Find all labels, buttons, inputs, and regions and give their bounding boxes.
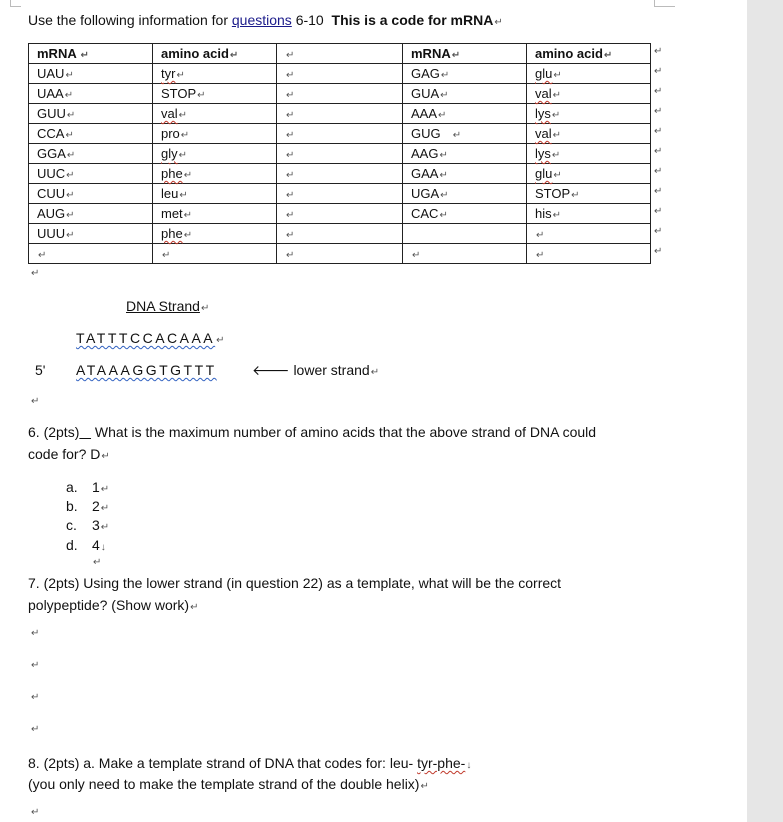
table-cell: GAG↵ (403, 64, 527, 84)
page-corner-mark (10, 0, 21, 7)
table-cell: ↵ (277, 124, 403, 144)
table-cell: val↵ (527, 84, 651, 104)
table-cell: ↵ (277, 144, 403, 164)
table-cell: ↵ (277, 204, 403, 224)
table-cell: ↵ (277, 244, 403, 264)
five-prime-label: 5' (35, 362, 46, 378)
option-c[interactable]: c. 3↵ (66, 517, 110, 533)
intro-line: Use the following information for questions 6-10 This is a code for mRNA↵ (28, 12, 503, 28)
table-row (29, 244, 651, 264)
table-cell: met↵ (153, 204, 277, 224)
table-cell: ↵ (277, 104, 403, 124)
intro-range: 6-10 (291, 12, 324, 28)
table-cell: ↵ (153, 244, 277, 264)
lower-strand: ATAAAGGTGTTT (76, 362, 217, 378)
table-cell: CAC↵ (403, 204, 527, 224)
header-mrna-2: mRNA↵ (403, 44, 527, 64)
table-cell: leu↵ (153, 184, 277, 204)
header-blank: ↵ (277, 44, 403, 64)
q6-text: What is the maximum number of amino acids that the above strand of DNA could (91, 424, 597, 440)
document-gutter (747, 0, 783, 822)
table-cell: ↵ (29, 244, 153, 264)
table-cell: ↵ (527, 244, 651, 264)
header-amino-acid-2: amino acid↵ (527, 44, 651, 64)
table-row (29, 84, 651, 104)
left-arrow-icon: 🡐 (252, 362, 290, 378)
table-cell (403, 224, 527, 244)
codon-table (28, 43, 651, 264)
question-7-line2: polypeptide? (Show work)↵ (28, 597, 199, 613)
option-d[interactable]: d. 4↓ (66, 537, 106, 553)
question-7: 7. (2pts) Using the lower strand (in question 22) as a template, what will be the correct (28, 575, 562, 591)
table-cell: pro↵ (153, 124, 277, 144)
table-cell: AUG↵ (29, 204, 153, 224)
table-cell: GUA↵ (403, 84, 527, 104)
table-cell: STOP↵ (153, 84, 277, 104)
table-row (29, 64, 651, 84)
question-6 (28, 424, 648, 440)
table-cell: UUU↵ (29, 224, 153, 244)
table-cell: UGA↵ (403, 184, 527, 204)
option-a[interactable]: a. 1↵ (66, 479, 110, 495)
table-cell: gly↵ (153, 144, 277, 164)
header-mrna: mRNA ↵ (29, 44, 153, 64)
table-row (29, 104, 651, 124)
table-cell: glu↵ (527, 64, 651, 84)
question-6-line2: code for? D↵ (28, 446, 110, 462)
intro-link[interactable]: questions (231, 12, 292, 28)
table-cell: ↵ (277, 64, 403, 84)
table-cell: AAG↵ (403, 144, 527, 164)
table-row (29, 164, 651, 184)
table-cell: ↵ (527, 224, 651, 244)
table-row (29, 144, 651, 164)
table-header-row (29, 44, 651, 64)
header-amino-acid: amino acid↵ (153, 44, 277, 64)
table-cell: ↵ (277, 224, 403, 244)
table-cell: glu↵ (527, 164, 651, 184)
question-8: 8. (2pts) a. Make a template strand of DNA that codes for: leu- tyr-phe-↓ (28, 755, 472, 771)
lower-strand-label: 🡐 lower strand↵ (252, 362, 380, 378)
intro-bold: This is a code for mRNA (331, 12, 494, 28)
table-cell: ↵ (277, 184, 403, 204)
option-b[interactable]: b. 2↵ (66, 498, 110, 514)
table-cell: CCA↵ (29, 124, 153, 144)
table-row (29, 124, 651, 144)
table-cell: UAU↵ (29, 64, 153, 84)
page-corner-mark (654, 0, 675, 7)
table-cell: his↵ (527, 204, 651, 224)
table-cell: CUU↵ (29, 184, 153, 204)
table-cell: phe↵ (153, 164, 277, 184)
table-cell: GUG ↵ (403, 124, 527, 144)
table-cell: val↵ (527, 124, 651, 144)
upper-strand: TATTTCCACAAA↵ (76, 330, 228, 346)
table-cell: GGA↵ (29, 144, 153, 164)
table-cell: GUU↵ (29, 104, 153, 124)
table-row (29, 184, 651, 204)
table-cell: ↵ (277, 164, 403, 184)
table-row (29, 204, 651, 224)
table-cell: STOP↵ (527, 184, 651, 204)
table-cell: UUC↵ (29, 164, 153, 184)
intro-prefix: Use the following information for (28, 12, 232, 28)
table-cell: tyr↵ (153, 64, 277, 84)
table-cell: ↵ (277, 84, 403, 104)
dna-heading: DNA Strand↵ (126, 298, 210, 314)
question-8-line2: (you only need to make the template strand of the double helix)↵ (28, 776, 429, 792)
table-cell: AAA↵ (403, 104, 527, 124)
table-cell: val↵ (153, 104, 277, 124)
table-cell: lys↵ (527, 144, 651, 164)
table-cell: UAA↵ (29, 84, 153, 104)
table-cell: ↵ (403, 244, 527, 264)
table-cell: phe↵ (153, 224, 277, 244)
table-cell: lys↵ (527, 104, 651, 124)
table-cell: GAA↵ (403, 164, 527, 184)
table-row (29, 224, 651, 244)
q6-number: 6. (2pts) (28, 424, 80, 440)
